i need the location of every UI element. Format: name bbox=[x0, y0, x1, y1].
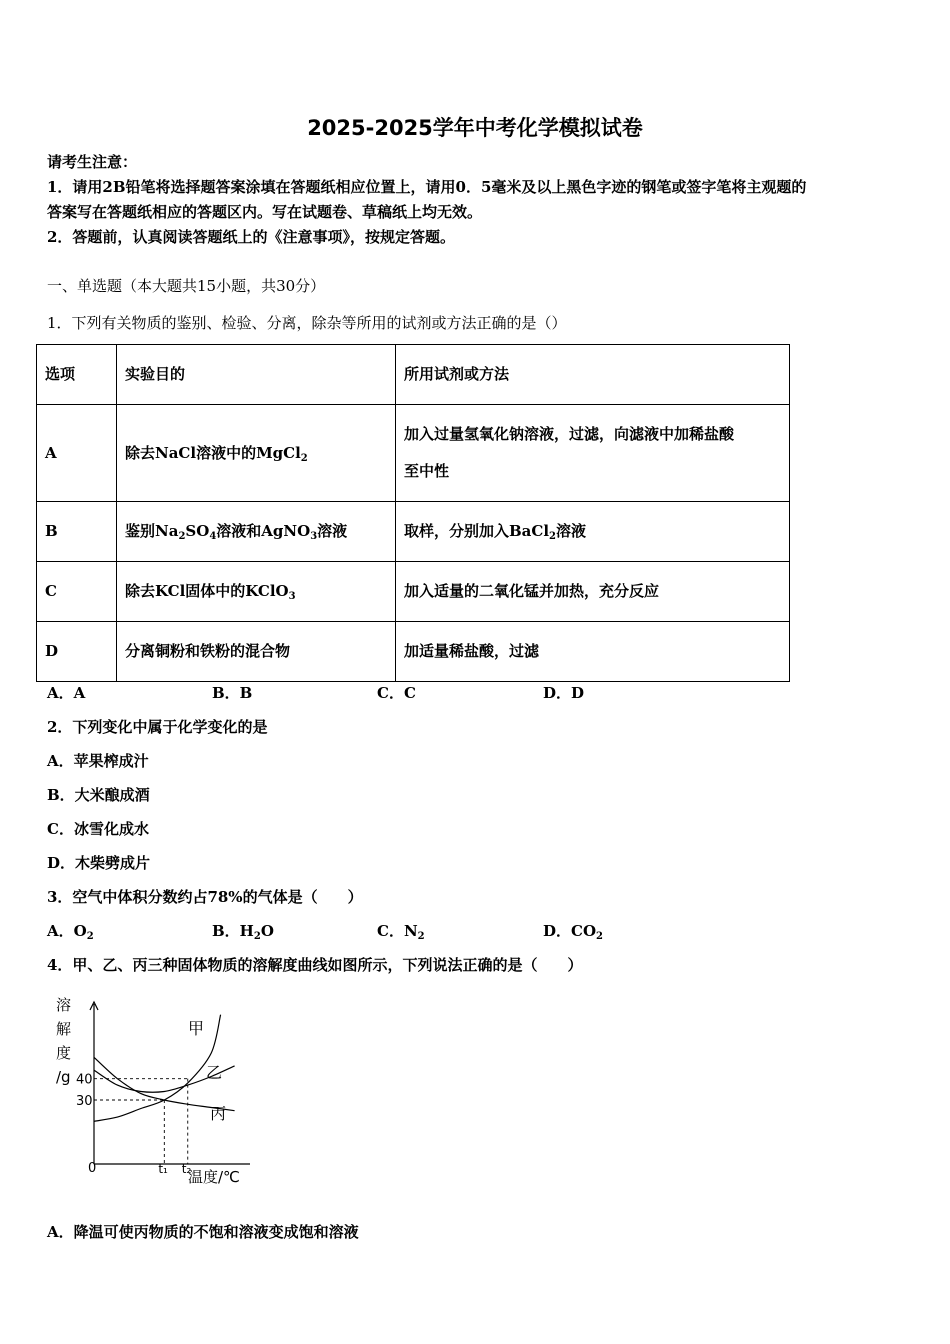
table-row bbox=[37, 502, 790, 562]
q3-choice-a[interactable]: A．$O_2$ bbox=[47, 922, 94, 942]
q2-stem: 2．下列变化中属于化学变化的是 bbox=[47, 718, 268, 736]
y-tick-label: 40 bbox=[76, 1072, 93, 1088]
table-row bbox=[37, 562, 790, 622]
header-option: 选项 bbox=[37, 345, 117, 405]
table-row bbox=[37, 622, 790, 682]
row-method: 加入适量的二氧化锰并加热，充分反应 bbox=[396, 562, 790, 622]
q2-choice-b[interactable]: B．大米酿成酒 bbox=[47, 786, 150, 804]
row-goal: 鉴别$Na_2SO_4$溶液和AgNO$_3$溶液 bbox=[117, 502, 396, 562]
y-tick-label: 30 bbox=[76, 1094, 93, 1109]
y-axis-label-char: 度 bbox=[56, 1044, 72, 1062]
solubility-chart bbox=[48, 992, 258, 1192]
row-option: D bbox=[37, 622, 117, 682]
q2-choice-c[interactable]: C．冰雪化成水 bbox=[47, 820, 149, 838]
row-option: A bbox=[37, 405, 117, 502]
q1-choice-d[interactable]: D．D bbox=[543, 684, 585, 702]
x-tick-label: t₁ bbox=[158, 1162, 168, 1176]
origin-label: 0 bbox=[88, 1161, 97, 1176]
x-tick-label: t₂ bbox=[181, 1162, 192, 1176]
x-axis-label: 温度/℃ bbox=[188, 1168, 240, 1186]
series-label-2: 乙 bbox=[206, 1063, 223, 1082]
y-axis-label-char: 解 bbox=[56, 1020, 72, 1038]
row-option: C bbox=[37, 562, 117, 622]
row-goal: 除去NaCl溶液中的MgCl$_2$ bbox=[117, 405, 396, 502]
row-goal: 除去KCl固体中的KClO$_3$ bbox=[117, 562, 396, 622]
chart-text bbox=[56, 996, 240, 1186]
table-header-row bbox=[37, 345, 790, 405]
y-axis-label-char: 溶 bbox=[56, 996, 72, 1014]
row-option: B bbox=[37, 502, 117, 562]
row-method: 加适量稀盐酸，过滤 bbox=[396, 622, 790, 682]
page-title: 2025-2025学年中考化学模拟试卷 bbox=[307, 116, 643, 140]
q3-choice-c[interactable]: C．$N_2$ bbox=[377, 922, 425, 942]
q2-choice-d[interactable]: D．木柴劈成片 bbox=[47, 854, 151, 872]
series-label-3: 丙 bbox=[210, 1104, 227, 1123]
series-label-1: 甲 bbox=[188, 1019, 205, 1038]
notice-heading: 请考生注意： bbox=[47, 153, 138, 171]
header-goal: 实验目的 bbox=[117, 345, 396, 405]
q2-choice-a[interactable]: A．苹果榨成汁 bbox=[47, 752, 149, 770]
q1-table bbox=[36, 344, 790, 682]
row-method: 取样，分别加入BaCl$_2$溶液 bbox=[396, 502, 790, 562]
notice-item-1-line-2: 答案写在答题纸相应的答题区内。写在试题卷、草稿纸上均无效。 bbox=[47, 203, 483, 221]
header-method: 所用试剂或方法 bbox=[396, 345, 790, 405]
q3-choice-b[interactable]: B．$H_2O$ bbox=[212, 922, 274, 942]
y-axis-label-char: /g bbox=[56, 1068, 71, 1086]
notice-item-2: 2．答题前，认真阅读答题纸上的《注意事项》，按规定答题。 bbox=[47, 228, 455, 246]
table-row bbox=[37, 405, 790, 502]
section-heading: 一、单选题（本大题共15小题，共30分） bbox=[47, 277, 326, 295]
q1-choice-b[interactable]: B．B bbox=[212, 684, 253, 702]
row-goal: 分离铜粉和铁粉的混合物 bbox=[117, 622, 396, 682]
q3-choice-d[interactable]: D．$CO_2$ bbox=[543, 922, 603, 942]
notice-item-1-line-1: 1．请用2B铅笔将选择题答案涂填在答题纸相应位置上，请用0．5毫米及以上黑色字迹的钢笔或签字笔将主观题的 bbox=[47, 178, 807, 196]
q1-stem: 1．下列有关物质的鉴别、检验、分离，除杂等所用的试剂或方法正确的是（） bbox=[47, 314, 567, 332]
q1-choice-c[interactable]: C．C bbox=[377, 684, 416, 702]
q3-stem: 3．空气中体积分数约占78%的气体是（ ） bbox=[47, 888, 363, 906]
q4-choice-a[interactable]: A．降温可使丙物质的不饱和溶液变成饱和溶液 bbox=[47, 1223, 359, 1241]
row-method: 加入过量氢氧化钠溶液，过滤，向滤液中加稀盐酸 至中性 bbox=[396, 405, 790, 502]
q1-choice-a[interactable]: A．A bbox=[47, 684, 86, 702]
q4-stem: 4．甲、乙、丙三种固体物质的溶解度曲线如图所示，下列说法正确的是（ ） bbox=[47, 956, 583, 974]
